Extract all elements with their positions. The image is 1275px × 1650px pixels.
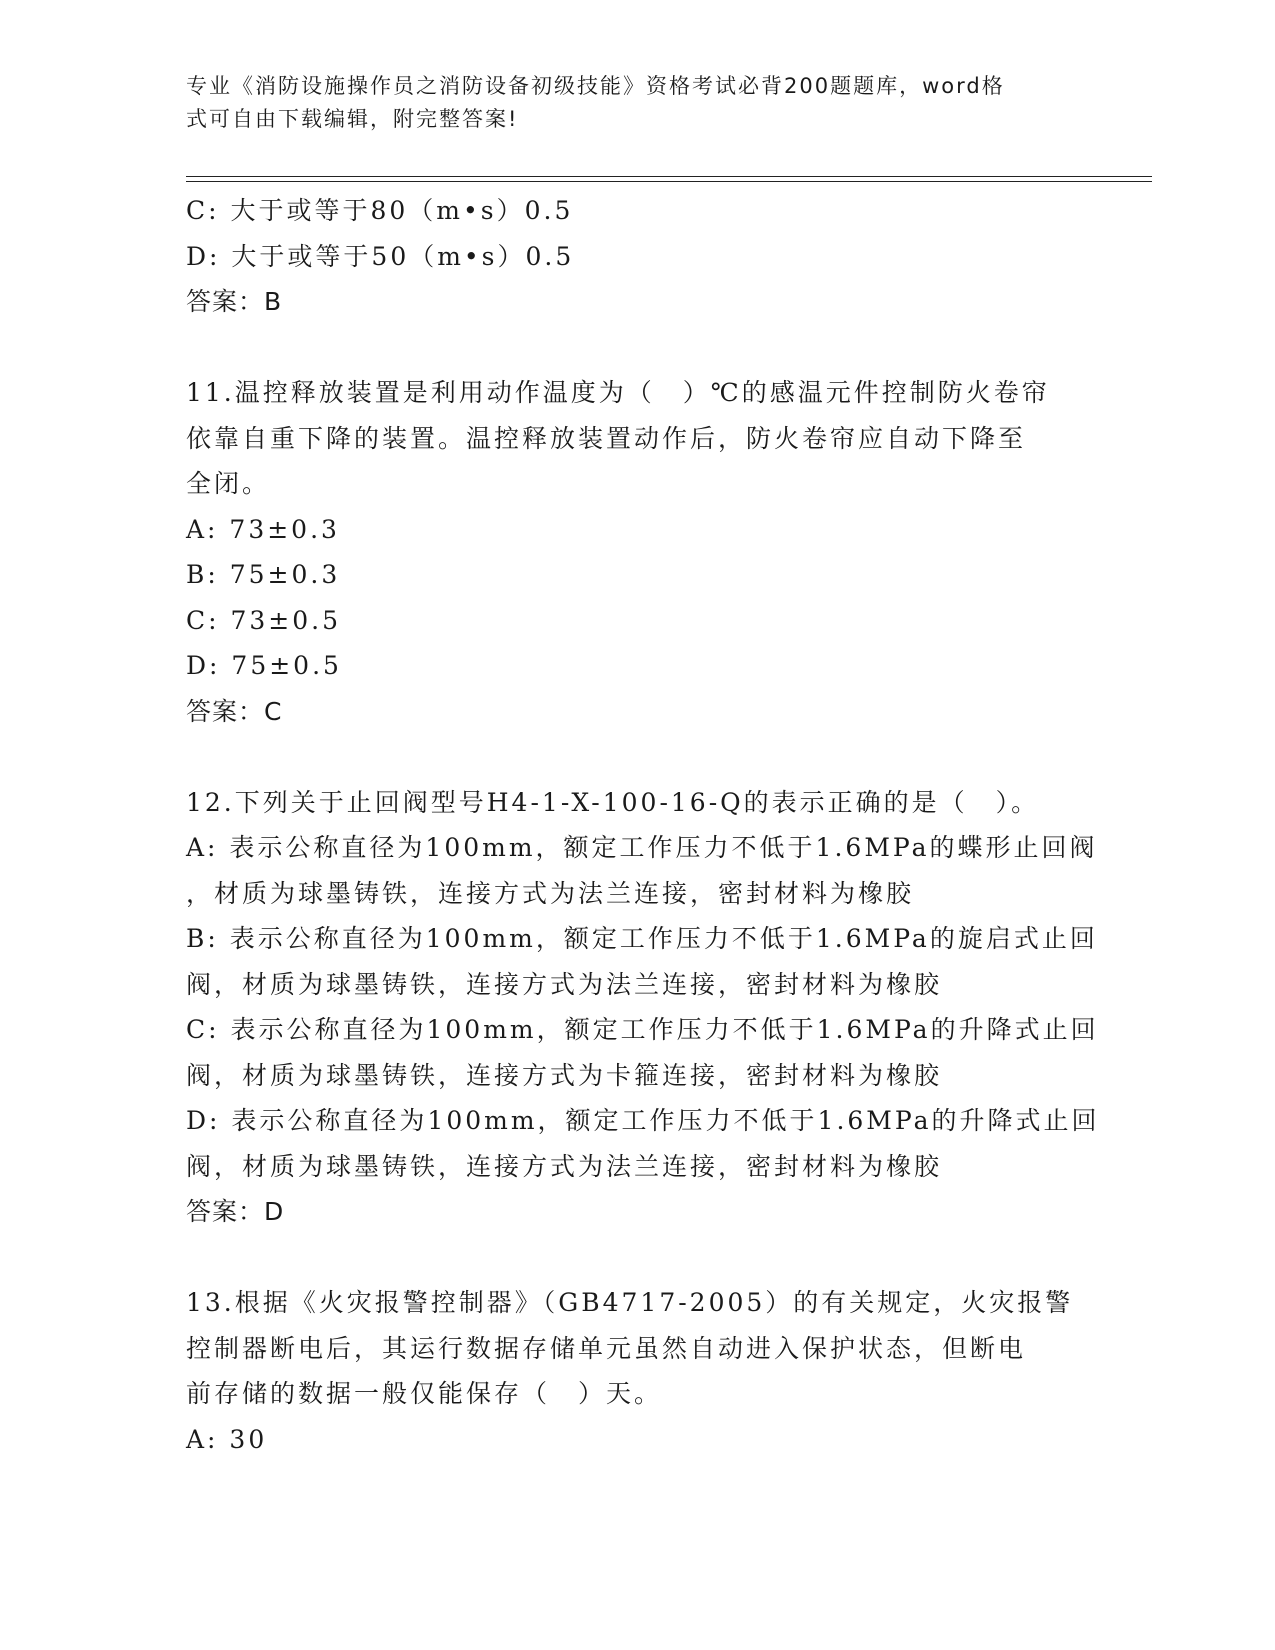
spacer xyxy=(186,1235,1086,1281)
question-stem-line: 13.根据《火灾报警控制器》（GB4717-2005）的有关规定，火灾报警 xyxy=(186,1288,1074,1317)
option-b-continued: 阀，材质为球墨铸铁，连接方式为法兰连接，密封材料为橡胶 xyxy=(186,969,943,999)
option-c: C: 大于或等于80（m•s）0.5 xyxy=(186,196,574,225)
header-title-line-1: 专业《消防设施操作员之消防设备初级技能》资格考试必背200题题库，word格 xyxy=(186,74,1005,98)
question-stem-line: 全闭。 xyxy=(186,469,271,498)
question-stem-line: 控制器断电后，其运行数据存储单元虽然自动进入保护状态，但断电 xyxy=(186,1333,1027,1363)
answer-line: 答案：C xyxy=(186,696,283,726)
question-stem-line: 前存储的数据一般仅能保存（ ）天。 xyxy=(186,1379,663,1408)
header-divider-bottom xyxy=(186,181,1152,182)
question-11 xyxy=(186,370,1086,734)
document-header xyxy=(186,70,1076,136)
question-stem-line: 11.温控释放装置是利用动作温度为（ ）℃的感温元件控制防火卷帘 xyxy=(186,378,1050,407)
option-a: A: 表示公称直径为100mm，额定工作压力不低于1.6MPa的蝶形止回阀 xyxy=(186,833,1098,862)
option-c: C: 表示公称直径为100mm，额定工作压力不低于1.6MPa的升降式止回 xyxy=(186,1015,1099,1044)
question-12 xyxy=(186,780,1100,1235)
option-d: D: 表示公称直径为100mm，额定工作压力不低于1.6MPa的升降式止回 xyxy=(186,1106,1100,1135)
question-10 xyxy=(186,188,1086,325)
option-c: C: 73±0.5 xyxy=(186,605,342,635)
option-d: D: 75±0.5 xyxy=(186,651,342,680)
option-b: B: 75±0.3 xyxy=(186,560,341,589)
header-divider-top xyxy=(186,176,1152,177)
answer-line: 答案：D xyxy=(186,1197,285,1226)
option-c-continued: 阀，材质为球墨铸铁，连接方式为卡箍连接，密封材料为橡胶 xyxy=(186,1060,943,1090)
option-b: B: 表示公称直径为100mm，额定工作压力不低于1.6MPa的旋启式止回 xyxy=(186,924,1098,953)
option-a: A: 73±0.3 xyxy=(186,514,340,544)
answer-line: 答案：B xyxy=(186,287,283,316)
question-stem-line: 依靠自重下降的装置。温控释放装置动作后，防火卷帘应自动下降至 xyxy=(186,423,1027,453)
option-d: D: 大于或等于50（m•s）0.5 xyxy=(186,241,575,271)
spacer xyxy=(186,734,1086,780)
option-a-continued: ，材质为球墨铸铁，连接方式为法兰连接，密封材料为橡胶 xyxy=(186,878,915,908)
question-13 xyxy=(186,1280,1086,1462)
option-d-continued: 阀，材质为球墨铸铁，连接方式为法兰连接，密封材料为橡胶 xyxy=(186,1151,943,1181)
question-list xyxy=(186,188,1100,1462)
spacer xyxy=(186,325,1086,371)
question-stem-line: 12.下列关于止回阀型号H4-1-X-100-16-Q的表示正确的是（ ）。 xyxy=(186,787,1040,817)
header-title-line-2: 式可自由下载编辑，附完整答案! xyxy=(186,107,519,131)
option-a: A: 30 xyxy=(186,1424,268,1454)
